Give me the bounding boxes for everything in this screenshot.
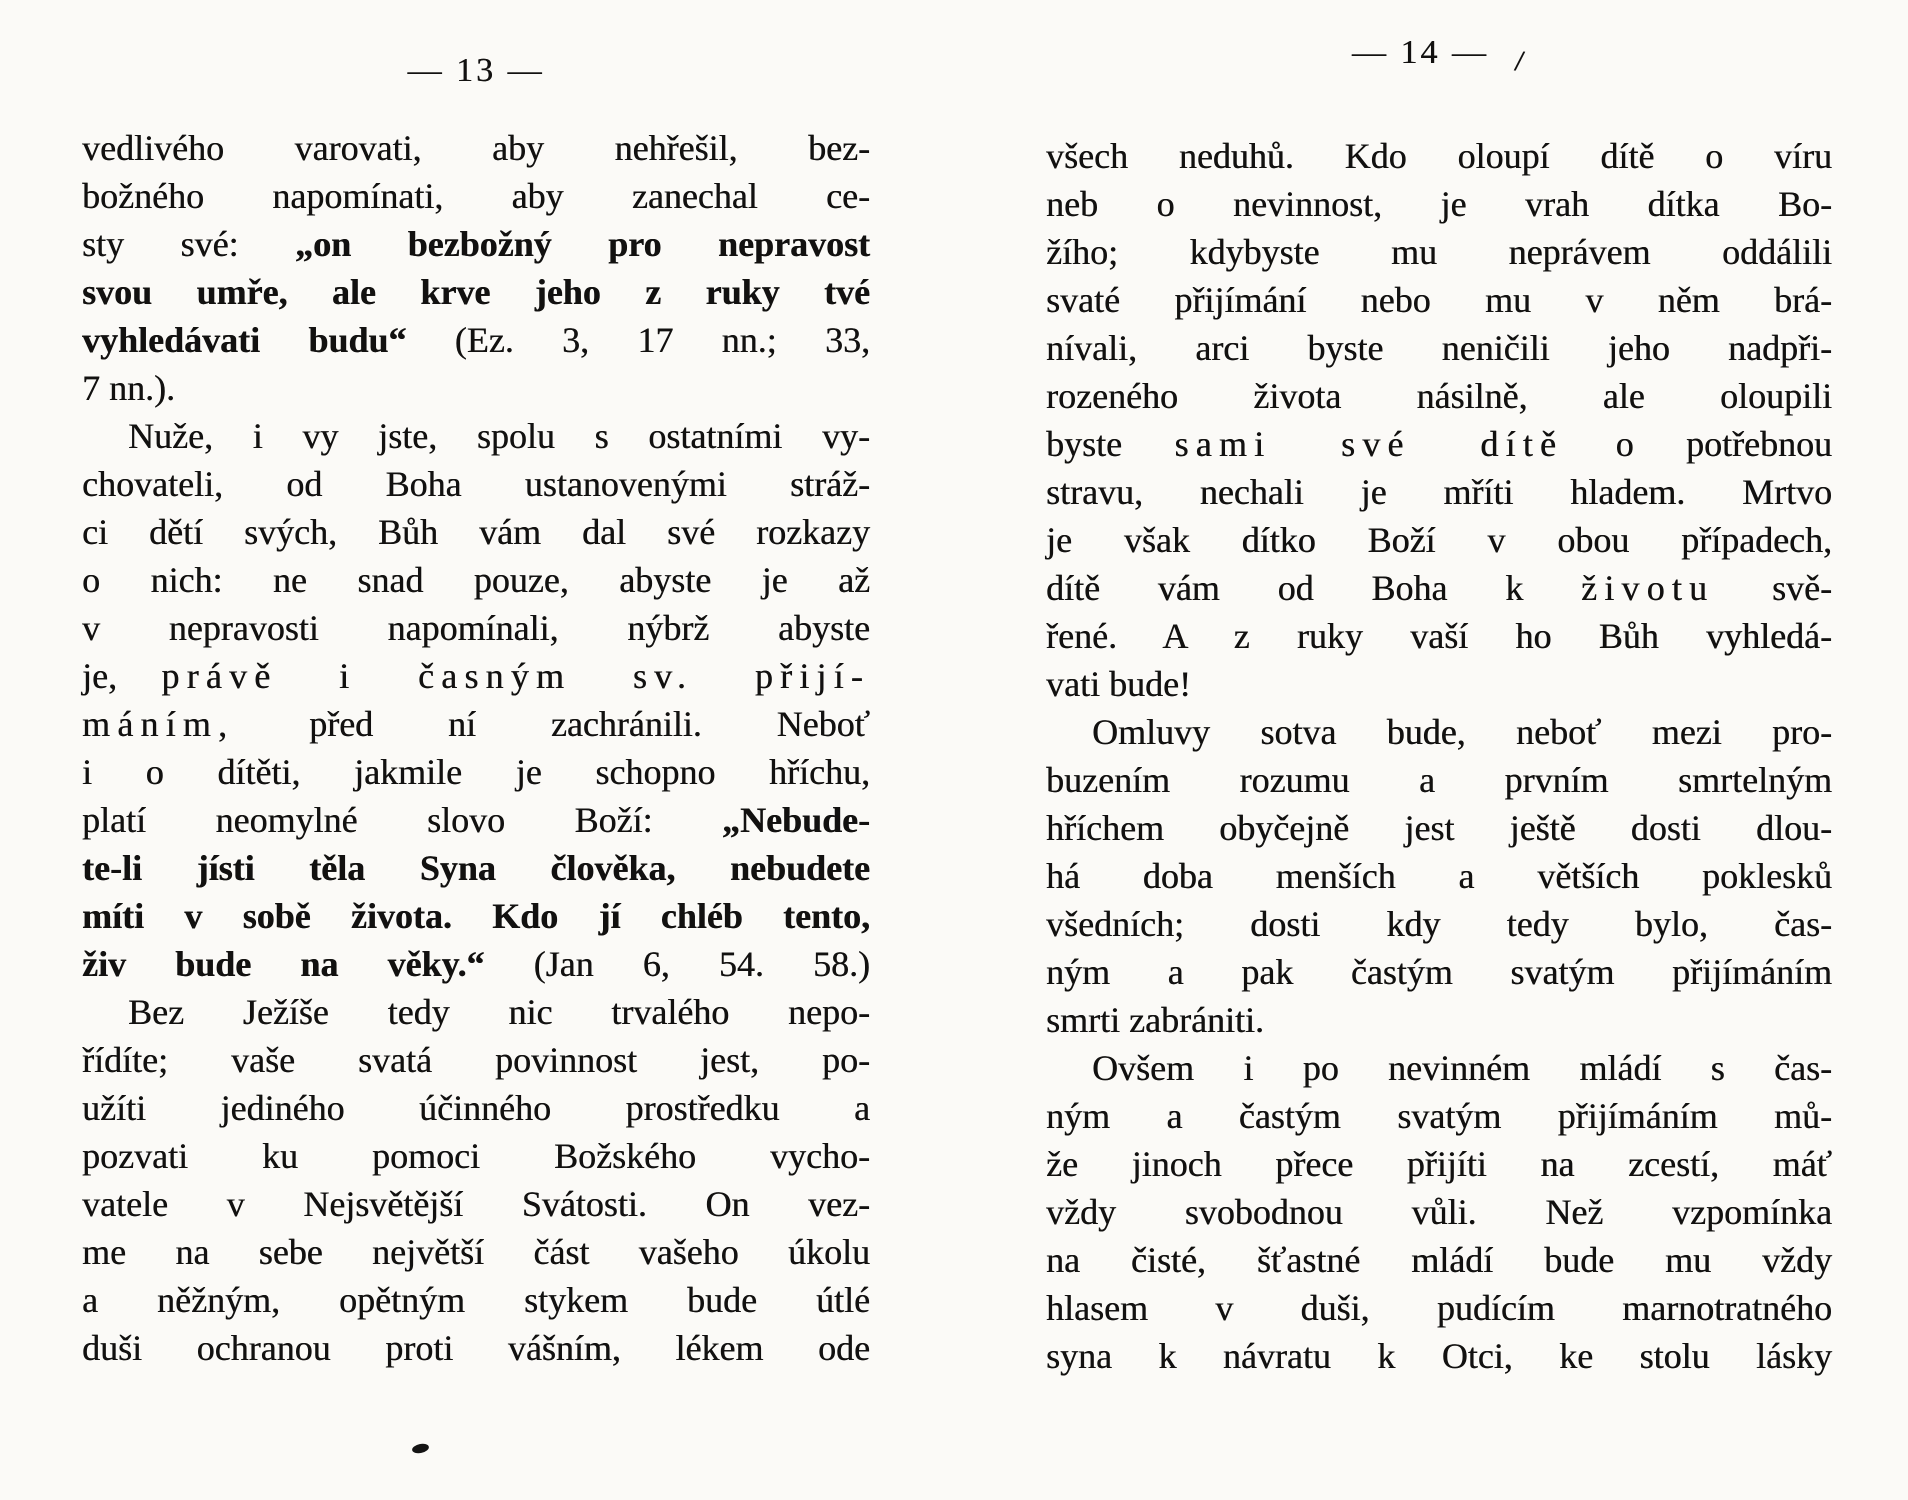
- text-line: sty své: „on bezbožný pro nepravost: [82, 224, 870, 264]
- bold-text: „Nebude-: [721, 800, 870, 840]
- text-line: vatele v Nejsvětější Svátosti. On vez-: [82, 1184, 870, 1224]
- text-line: byste sami své dítě o potřebnou: [1046, 424, 1832, 464]
- bold-text: živ bude na věky.“: [82, 944, 485, 984]
- text-line: živ bude na věky.“ (Jan 6, 54. 58.): [82, 944, 871, 984]
- page-number-13-label: — 13 —: [407, 52, 545, 89]
- text-line: vedlivého varovati, aby nehřešil, bez-: [82, 128, 870, 168]
- text-line: platí neomylné slovo Boží: „Nebude-: [82, 800, 870, 840]
- text-line: smrti zabrániti.: [1046, 1000, 1264, 1040]
- text-line: vati bude!: [1046, 664, 1191, 704]
- text-line: [82, 892, 870, 940]
- letterspaced-text: právě i časným sv. přijí-: [161, 656, 870, 696]
- bold-text: te-li jísti těla Syna člověka, nebudete: [82, 848, 870, 888]
- page-13-text-column: [82, 124, 870, 1372]
- bold-text: svou umře, ale krve jeho z ruky tvé: [82, 272, 870, 312]
- text-line: božného napomínati, aby zanechal ce-: [82, 176, 870, 216]
- text-line: že jinoch přece přijíti na zcestí, máť: [1046, 1144, 1832, 1184]
- text-line: Omluvy sotva bude, neboť mezi pro-: [1092, 712, 1832, 752]
- text-line: dítě vám od Boha k životu svě-: [1046, 568, 1832, 608]
- letterspaced-text: máním,: [82, 704, 235, 744]
- text-line: i o dítěti, jakmile je schopno hříchu,: [82, 752, 870, 792]
- text-line: há doba menších a větších poklesků: [1046, 856, 1832, 896]
- text-line: všedních; dosti kdy tedy bylo, čas-: [1046, 904, 1832, 944]
- text-line: je však dítko Boží v obou případech,: [1046, 520, 1832, 560]
- text-line: řídíte; vaše svatá povinnost jest, po-: [82, 1040, 870, 1080]
- text-line: v nepravosti napomínali, nýbrž abyste: [82, 608, 870, 648]
- page-number-13: [82, 52, 870, 90]
- text-line: chovateli, od Boha ustanovenými stráž-: [82, 464, 870, 504]
- text-line: rozeného života násilně, ale oloupili: [1046, 376, 1832, 416]
- text-line: žího; kdybyste mu neprávem oddálili: [1046, 232, 1832, 272]
- letterspaced-text: sami své dítě: [1174, 424, 1564, 464]
- text-line: buzením rozumu a prvním smrtelným: [1046, 760, 1832, 800]
- letterspaced-text: životu: [1581, 568, 1715, 608]
- text-line: Nuže, i vy jste, spolu s ostatními vy-: [128, 416, 870, 456]
- text-line: vyhledávati budu“ (Ez. 3, 17 nn.; 33,: [82, 320, 870, 360]
- text-line: Ovšem i po nevinném mládí s čas-: [1092, 1048, 1832, 1088]
- text-line: ným a pak častým svatým přijímáním: [1046, 952, 1832, 992]
- ink-blot: [411, 1442, 429, 1454]
- text-line: o nich: ne snad pouze, abyste je až: [82, 560, 870, 600]
- stray-slash-mark: /: [1512, 44, 1529, 79]
- page-14-text-column: [1046, 132, 1832, 1380]
- text-line: Bez Ježíše tedy nic trvalého nepo-: [128, 992, 870, 1032]
- page-number-14: [1046, 34, 1832, 79]
- text-line: máním, před ní zachránili. Neboť: [82, 704, 870, 744]
- text-line: je, právě i časným sv. přijí-: [82, 656, 870, 696]
- text-line: všech neduhů. Kdo oloupí dítě o víru: [1046, 136, 1832, 176]
- text-line: hříchem obyčejně jest ještě dosti dlou-: [1046, 808, 1832, 848]
- text-line: me na sebe největší část vašeho úkolu: [82, 1232, 870, 1272]
- text-line: řené. A z ruky vaší ho Bůh vyhledá-: [1046, 616, 1832, 656]
- text-line: syna k návratu k Otci, ke stolu lásky: [1046, 1336, 1832, 1376]
- text-line: vždy svobodnou vůli. Než vzpomínka: [1046, 1192, 1832, 1232]
- bold-text: míti v sobě života. Kdo jí chléb tento,: [82, 896, 870, 936]
- text-line: na čisté, šťastné mládí bude mu vždy: [1046, 1240, 1832, 1280]
- text-line: neb o nevinnost, je vrah dítka Bo-: [1046, 184, 1832, 224]
- text-line: nívali, arci byste neničili jeho nadpři-: [1046, 328, 1832, 368]
- text-line: hlasem v duši, pudícím marnotratného: [1046, 1288, 1832, 1328]
- text-line: ným a častým svatým přijímáním mů-: [1046, 1096, 1832, 1136]
- text-line: a něžným, opětným stykem bude útlé: [82, 1280, 870, 1320]
- text-line: svaté přijímání nebo mu v něm brá-: [1046, 280, 1832, 320]
- text-line: [82, 844, 870, 892]
- text-line: stravu, nechali je mříti hladem. Mrtvo: [1046, 472, 1832, 512]
- text-line: [82, 268, 870, 316]
- text-line: ci dětí svých, Bůh vám dal své rozkazy: [82, 512, 870, 552]
- bold-text: vyhledávati budu“: [82, 320, 407, 360]
- text-line: 7 nn.).: [82, 368, 175, 408]
- text-line: pozvati ku pomoci Božského vycho-: [82, 1136, 870, 1176]
- page-number-14-label: — 14 —: [1351, 34, 1489, 71]
- text-line: duši ochranou proti vášním, lékem ode: [82, 1328, 870, 1368]
- text-line: užíti jediného účinného prostředku a: [82, 1088, 870, 1128]
- bold-text: „on bezbožný pro nepravost: [295, 224, 870, 264]
